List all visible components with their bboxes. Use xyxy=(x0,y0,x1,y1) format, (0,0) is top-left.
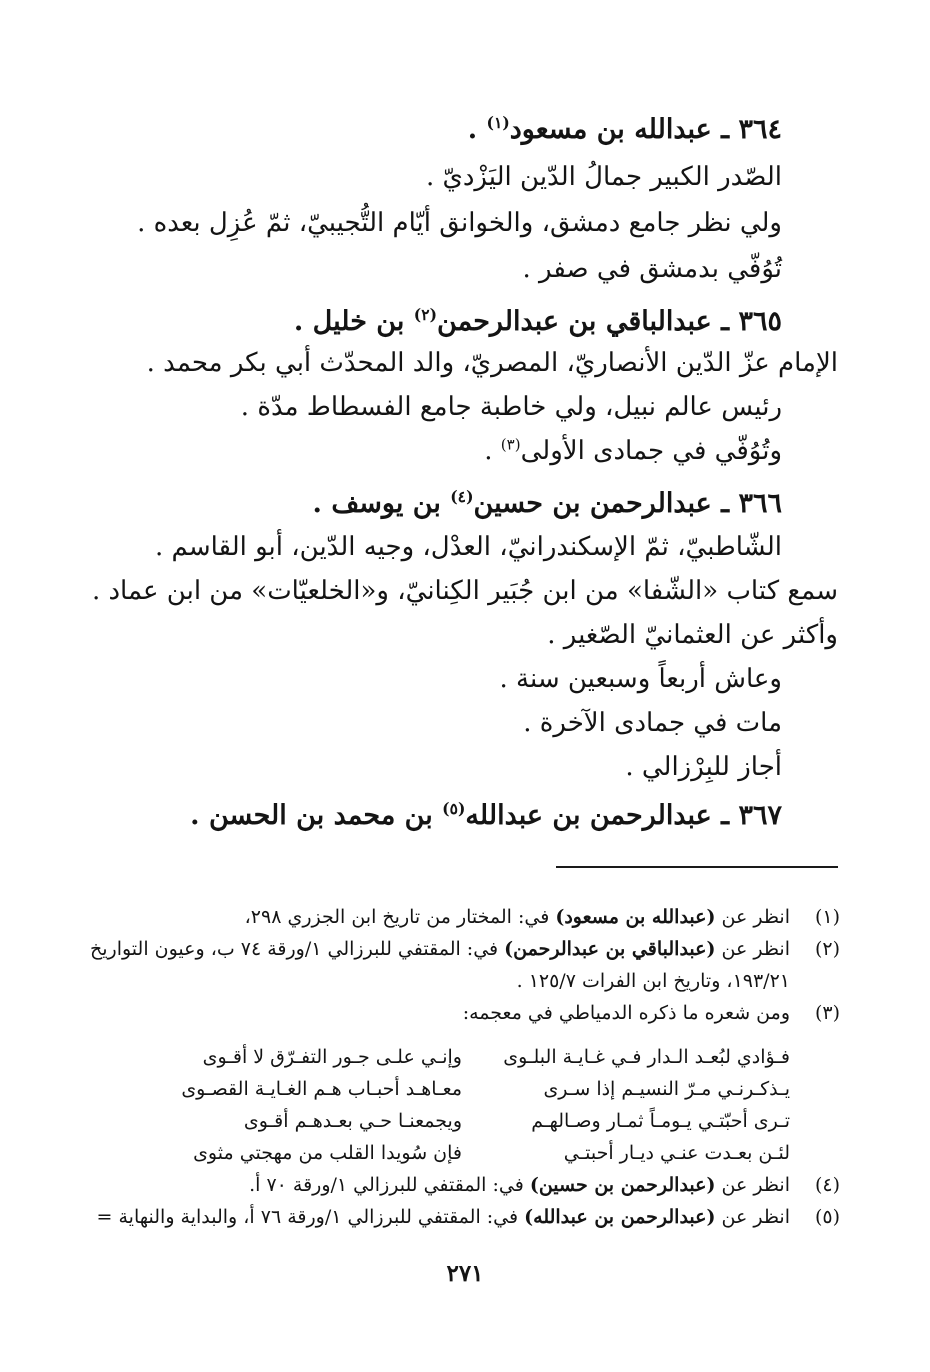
footnote-4-text xyxy=(249,1176,790,1195)
entry-364-line-1: الصّدر الكبير جمالُ الدّين اليَزْديّ . xyxy=(425,162,782,192)
footnote-4-pre: انظر عن xyxy=(715,1174,790,1196)
verse-2-second-hemistich: معـاهـد أحبـاب هـم الغـايـة القصـوى xyxy=(181,1078,462,1100)
verse-4-first-hemistich: لئـن بعـدت عنـي ديـار أحبتـي xyxy=(563,1142,790,1164)
verse-3-first-hemistich: تـرى أحبّتـي يـومـاً ثمـار وصـالهـم xyxy=(531,1110,790,1132)
footnote-1-subject: (عبدالله بن مسعود) xyxy=(555,906,716,928)
footnote-5-subject: (عبدالرحمن بن عبدالله) xyxy=(524,1206,716,1228)
footnote-separator xyxy=(556,866,838,868)
footnote-3-text: ومن شعره ما ذكره الدمياطي في معجمه: xyxy=(462,1002,790,1024)
entry-365-line-3-text: وتُوُفّي في جمادى الأولى xyxy=(520,436,782,466)
entry-367-name: ٣٦٧ ـ عبدالرحمن بن عبدالله xyxy=(465,800,782,831)
footnote-2-subject: (عبدالباقي بن عبدالرحمن) xyxy=(504,938,716,960)
entry-366-name: ٣٦٦ ـ عبدالرحمن بن حسين xyxy=(473,488,782,519)
footnote-2-text xyxy=(90,940,790,959)
entry-365-end: بن خليل . xyxy=(293,306,414,337)
entry-365-line-3 xyxy=(484,435,782,466)
footnote-5-source: في: المقتفي للبرزالي ١/ورقة ٧٦ أ، والبداية والنهاية = xyxy=(96,1206,525,1228)
entry-365-heading xyxy=(293,305,782,337)
footnote-ref-5[interactable]: (٥) xyxy=(442,799,466,818)
entry-364-line-2: ولي نظر جامع دمشق، والخوانق أيّام التُّجيبيّ، ثمّ عُزِل بعده . xyxy=(137,208,782,238)
entry-366-line-5: مات في جمادى الآخرة . xyxy=(523,708,782,738)
footnote-5-number: (٥) xyxy=(814,1206,840,1228)
entry-367-heading xyxy=(190,799,782,831)
footnote-4-subject: (عبدالرحمن بن حسين) xyxy=(529,1174,716,1196)
footnote-ref-4[interactable]: (٤) xyxy=(450,487,474,506)
footnote-2-number: (٢) xyxy=(814,938,840,960)
entry-366-end: بن يوسف . xyxy=(312,488,451,519)
entry-364-end: . xyxy=(467,114,487,145)
footnote-ref-1[interactable]: (١) xyxy=(486,113,510,132)
footnote-ref-3[interactable]: (٣) xyxy=(500,435,521,454)
entry-365-line-3-end: . xyxy=(484,436,501,466)
verse-4-second-hemistich: فإن سُويدا القلب من مهجتي مثوى xyxy=(193,1142,462,1164)
footnote-5-text xyxy=(97,1208,790,1227)
footnote-1-text xyxy=(245,908,790,927)
footnote-1-source: في: المختار من تاريخ ابن الجزري ٢٩٨، xyxy=(244,906,556,928)
entry-366-line-1: الشّاطبيّ، ثمّ الإسكندرانيّ، العدْل، وجيه الدّين، أبو القاسم . xyxy=(155,532,782,562)
footnote-1-number: (١) xyxy=(814,906,840,928)
entry-367-end: بن محمد بن الحسن . xyxy=(190,800,443,831)
footnote-3-number: (٣) xyxy=(814,1002,840,1024)
verse-1-first-hemistich: فـؤادي لبُعـد الـدار فـي غـايـة البلـوى xyxy=(503,1046,790,1068)
entry-364-heading xyxy=(467,113,782,145)
footnote-4-number: (٤) xyxy=(814,1174,840,1196)
entry-366-line-4: وعاش أربعاً وسبعين سنة . xyxy=(499,664,782,694)
entry-365-line-1: الإمام عزّ الدّين الأنصاريّ، المصريّ، والد المحدّث أبي بكر محمد . xyxy=(146,348,838,378)
entry-364-line-3: تُوُفّي بدمشق في صفر . xyxy=(522,254,782,284)
entry-365-name: ٣٦٥ ـ عبدالباقي بن عبدالرحمن xyxy=(437,306,782,337)
footnote-5-pre: انظر عن xyxy=(715,1206,790,1228)
footnote-2-pre: انظر عن xyxy=(715,938,790,960)
entry-365-line-2: رئيس عالم نبيل، ولي خاطبة جامع الفسطاط مدّة . xyxy=(240,392,782,422)
verse-1-second-hemistich: وإنـي علـى جـور التفـرّق لا أقـوى xyxy=(202,1046,462,1068)
footnote-4-source: في: المقتفي للبرزالي ١/ورقة ٧٠ أ. xyxy=(249,1174,530,1196)
entry-364-name: ٣٦٤ ـ عبدالله بن مسعود xyxy=(509,114,782,145)
entry-366-heading xyxy=(312,487,782,519)
page-number: ٢٧١ xyxy=(446,1260,484,1287)
verse-2-first-hemistich: يـذكـرنـي مـرّ النسيـم إذا سـرى xyxy=(543,1078,790,1100)
footnote-2-continuation: ١٩٣/٢١، وتاريخ ابن الفرات ١٢٥/٧ . xyxy=(516,970,790,992)
footnote-1-pre: انظر عن xyxy=(715,906,790,928)
entry-366-line-3: وأكثر عن العثمانيّ الصّغير . xyxy=(547,620,838,650)
verse-3-second-hemistich: ويجمعنـا حـي بعـدهـم أقـوى xyxy=(243,1110,462,1132)
entry-366-line-2: سمع كتاب «الشّفا» من ابن جُبَير الكِنانيّ، و«الخلعيّات» من ابن عماد . xyxy=(91,576,838,606)
entry-366-line-6: أجاز للبِرْزالي . xyxy=(625,752,782,782)
footnote-2-source: في: المقتفي للبرزالي ١/ورقة ٧٤ ب، وعيون التواريخ xyxy=(89,938,505,960)
footnote-ref-2[interactable]: (٢) xyxy=(413,305,438,324)
